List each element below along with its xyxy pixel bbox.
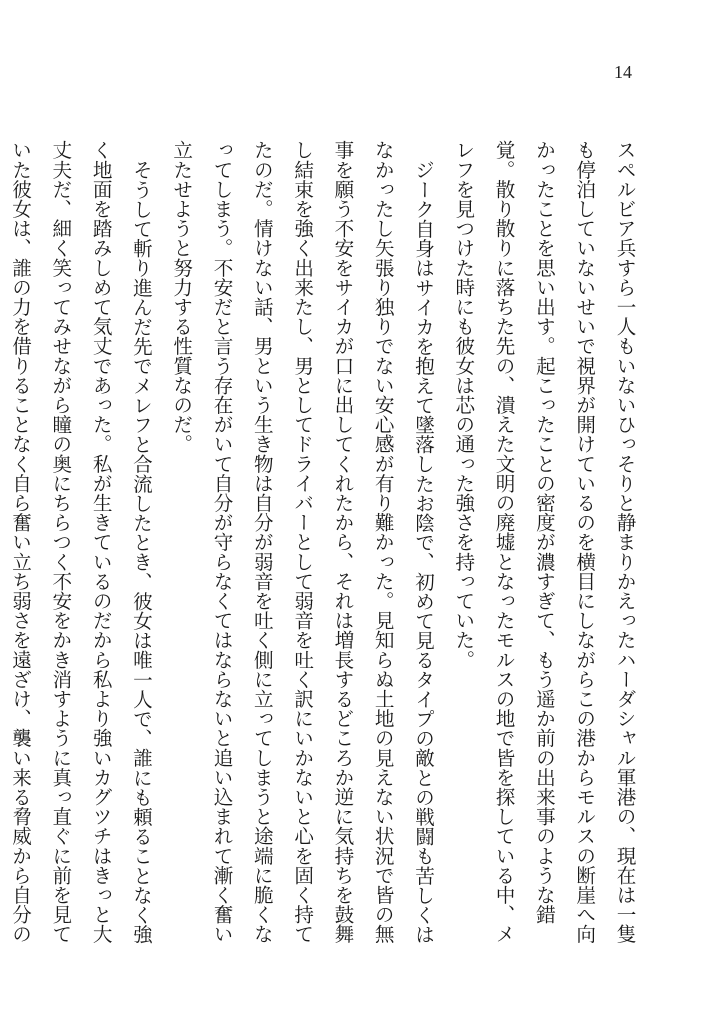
vertical-body-text: [8, 140, 644, 960]
page-number: 14: [614, 62, 632, 82]
paragraph-2: ジーク自身はサイカを抱えて墜落したお陰で、初めて見るタイプの敵との戦闘も苦しくはなかったし矢張り独りでない安心感が有り難かった。見知らぬ土地の見えない状況で皆の無事を願う不安をサイカが口に出してくれたから、それは増長するどころか逆に気持ちを鼓舞し結束を強く出来たし、男としてドライバーとして弱音を吐く訳にいかないと心を固く持てたのだ。情けない話、男という生き物は自分が弱音を吐く側に立ってしまうと途端に脆くなってしまう。不安だと言う存在がいて自分が守らなくてはならないと追い込まれて漸く奮い立たせようと努力する性質なのだ。: [169, 140, 435, 944]
paragraph-3: そうして斬り進んだ先でメレフと合流したとき、彼女は唯一人で、誰にも頼ることなく強く地面を踏みしめて気丈であった。私が生きているのだから私より強いカグツチはきっと大丈夫だ、細く笑ってみせながら瞳の奥にちらつく不安をかき消すように真っ直ぐに前を見ていた彼女は、誰の力を借りることなく自ら奮い立ち弱さを遠ざけ、襲い来る脅威から自分の: [8, 140, 153, 944]
paragraph-1: スペルビア兵すら一人もいないひっそりと静まりかえったハーダシャル軍港の、現在は一隻も停泊していないせいで視界が開けているのを横目にしながらこの港からモルスの断崖へ向かったことを思い出す。起こったことの密度が濃すぎて、もう遥か前の出来事のような錯覚。散り散りに落ちた先の、潰えた文明の廃墟となったモルスの地で皆を探している中、メレフを見つけた時にも彼女は芯の通った強さを持っていた。: [451, 140, 636, 944]
